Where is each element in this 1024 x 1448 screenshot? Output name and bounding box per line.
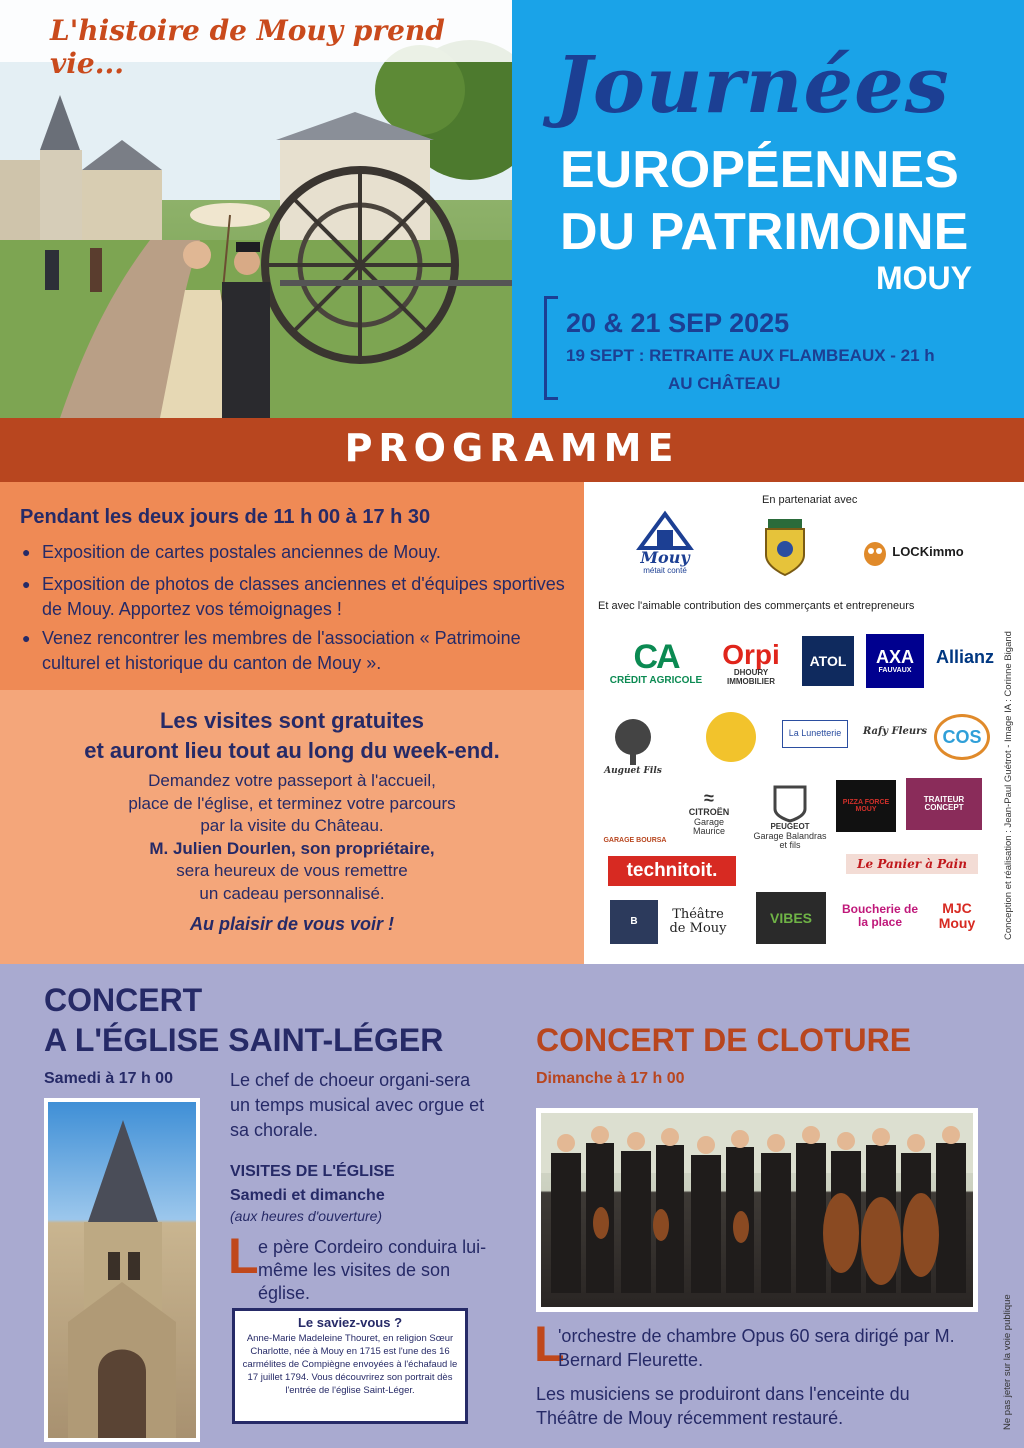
concert1-title-1: CONCERT <box>44 982 203 1018</box>
theatre-mouy-logo: Théâtre de Mouy <box>669 907 727 936</box>
boucherie-logo: Boucherie de la place <box>841 902 919 929</box>
shield-icon <box>762 517 808 577</box>
lunetterie-logo: La Lunetterie <box>782 720 848 748</box>
round-yellow-logo <box>706 712 756 762</box>
event-date: 20 & 21 SEP 2025 <box>566 308 790 338</box>
church-photo <box>44 1098 200 1442</box>
torch-parade-place: AU CHÂTEAU <box>668 374 781 393</box>
tree-icon <box>608 717 658 767</box>
citroen-logo: ≈ CITROËN Garage Maurice <box>688 788 730 837</box>
allianz-logo: Allianz <box>935 646 994 667</box>
theatre-icon-logo: B <box>610 900 658 944</box>
pizza-force-logo: PIZZA FORCE MOUY <box>836 780 896 832</box>
axa-logo: AXA FAUVAUX <box>866 634 924 688</box>
contrib-heading: Et avec l'aimable contribution des commerçants et entrepreneurs <box>598 600 915 612</box>
header <box>0 0 1024 418</box>
tagline: L'histoire de Mouy prend vie... <box>50 14 445 80</box>
torch-parade: 19 SEPT : RETRAITE AUX FLAMBEAUX - 21 h <box>566 346 935 365</box>
orchestra-image <box>541 1113 973 1307</box>
bullet-icon: ● <box>22 576 31 592</box>
title-line-2: DU PATRIMOINE <box>560 203 969 261</box>
concert2-title: CONCERT DE CLOTURE <box>536 1022 912 1058</box>
drop-cap: L <box>228 1228 259 1284</box>
chevron-icon: ≈ <box>704 788 714 809</box>
castle-icon <box>635 510 695 550</box>
lockimmo-logo: LOCKimmo <box>846 532 980 572</box>
church-visits-title: VISITES DE L'ÉGLISE Samedi et dimanche <box>230 1163 395 1204</box>
rafy-fleurs-logo: Rafy Fleurs <box>862 725 928 737</box>
atol-logo: ATOL <box>802 636 854 686</box>
peugeot-logo: PEUGEOT Garage Balandras et fils <box>750 778 830 858</box>
bullet-icon: ● <box>22 544 31 560</box>
orchestra-photo <box>536 1108 978 1312</box>
mouy-conte-logo: Mouy métait conté <box>602 508 728 578</box>
concert1-date: Samedi à 17 h 00 <box>44 1070 173 1087</box>
date-bracket <box>544 296 558 400</box>
title-line-1: EUROPÉENNES <box>560 141 959 199</box>
days-title: Pendant les deux jours de 11 h 00 à 17 h 30 <box>20 506 431 528</box>
programme-banner <box>0 418 1024 482</box>
concert1-text: Le chef de choeur organi-sera un temps musical avec orgue et sa chorale. <box>230 1070 485 1140</box>
credit-agricole-logo: CA CRÉDIT AGRICOLE <box>609 637 703 686</box>
owl-icon <box>862 537 888 567</box>
mjc-logo: MJC Mouy <box>938 900 976 931</box>
no-litter-note: Ne pas jeter sur la voie publique <box>1002 1294 1013 1430</box>
technitoit-logo: technitoit. <box>608 856 736 886</box>
partners-heading: En partenariat avec <box>762 494 858 506</box>
pere-cordeiro-text: e père Cordeiro conduira lui-même les visites de son église. <box>258 1237 487 1303</box>
visits-closing: Au plaisir de vous voir ! <box>189 914 395 934</box>
concert2-text-2: Les musiciens se produiront dans l'enceinte du Théâtre de Mouy récemment restauré. <box>536 1384 910 1428</box>
vibes-logo: VIBES <box>756 892 826 944</box>
did-you-know-box <box>232 1308 468 1424</box>
auguet-logo: Auguet Fils <box>598 708 668 786</box>
historic-photo <box>0 0 512 418</box>
cos-logo: COS <box>934 714 990 760</box>
town-name: MOUY <box>876 260 972 296</box>
traiteur-concept-logo: TRAITEUR CONCEPT <box>906 778 982 830</box>
visits-body: Demandez votre passeport à l'accueil, place de l'église, et terminez votre parcours par la visite du Château. M. Julien Dourlen, son propriétaire, sera heureux de vous remettre un cadeau personnalisé. <box>128 771 456 903</box>
programme-label: PROGRAMME <box>344 426 680 470</box>
design-credit: Conception et réalisation : Jean-Paul Guétrot - Image IA : Corinne Bigand <box>1003 631 1014 940</box>
did-you-know-title: Le saviez-vous ? <box>297 1315 403 1330</box>
title-script: Journées <box>555 40 950 131</box>
coat-of-arms-logo <box>760 516 810 578</box>
concert2-date: Dimanche à 17 h 00 <box>536 1070 685 1087</box>
church-visits-hours: (aux heures d'ouverture) <box>230 1208 383 1224</box>
drop-cap: L <box>534 1316 565 1372</box>
lion-shield-icon <box>773 785 807 823</box>
concert1-title-2: A L'ÉGLISE SAINT-LÉGER <box>44 1022 444 1058</box>
panier-a-pain-logo: Le Panier à Pain <box>846 854 978 874</box>
visits-headline: Les visites sont gratuites et auront lieu tout au long du week-end. <box>84 708 500 763</box>
did-you-know-body: Anne-Marie Madeleine Thouret, en religion Sœur Charlotte, née à Mouy en 1715 est l'une des 16 carmélites de Compiègne envoyées à l'échafaud le 17 juillet 1794. Vous découvrirez son portrait dès l'entrée de l'église Saint-Léger. <box>242 1333 458 1396</box>
orpi-logo: Orpi DHOURY IMMOBILIER <box>722 638 780 686</box>
concert2-text-1: 'orchestre de chambre Opus 60 sera dirigé par M. Bernard Fleurette. <box>558 1326 955 1370</box>
bullet-icon: ● <box>22 630 31 646</box>
church-image <box>48 1102 196 1438</box>
garage-boursa-logo: GARAGE BOURSA <box>603 836 667 844</box>
